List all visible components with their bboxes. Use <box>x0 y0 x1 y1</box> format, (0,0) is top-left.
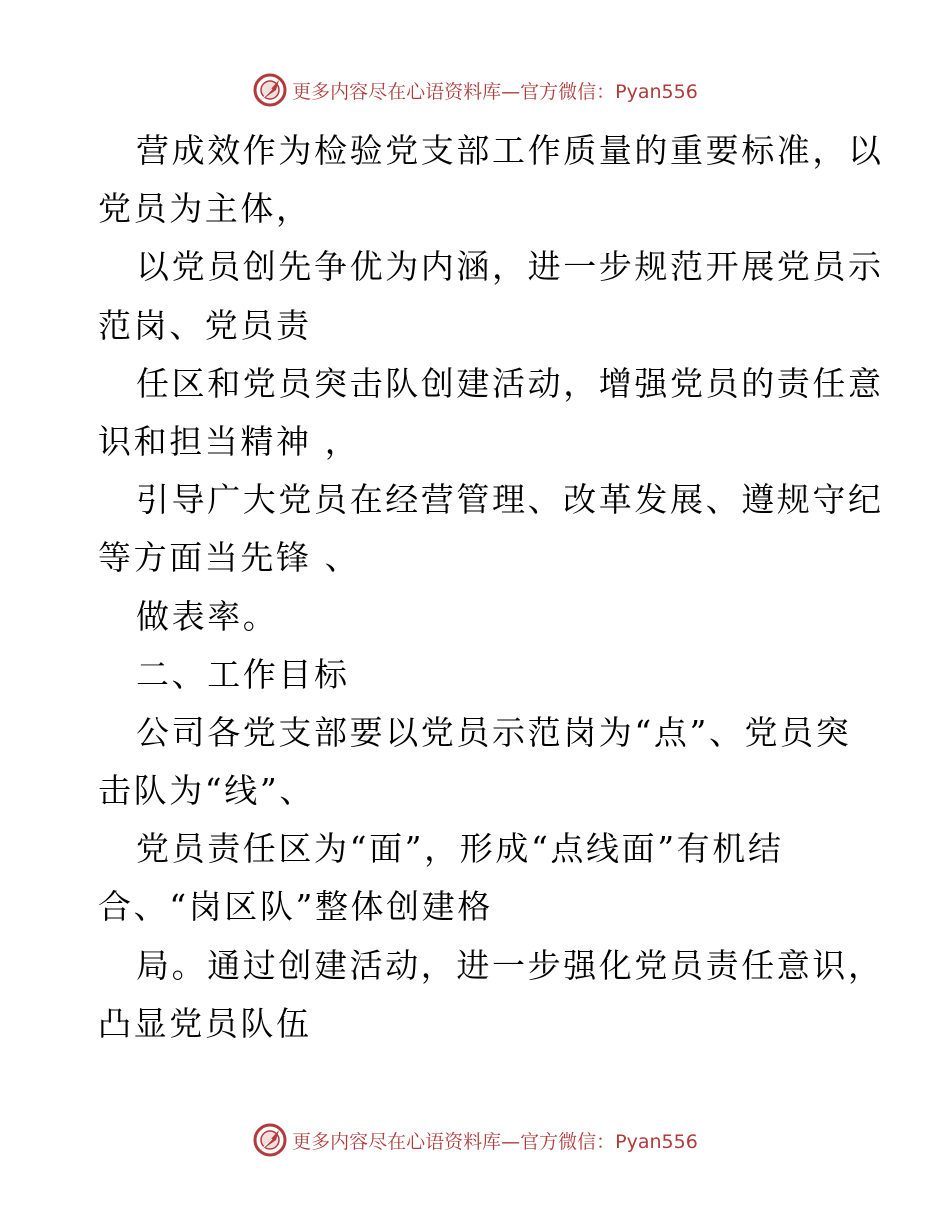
watermark-text: 更多内容尽在心语资料库—官方微信：Pyan556 <box>292 80 698 103</box>
footer-watermark <box>0 1120 950 1160</box>
header-watermark <box>0 70 950 110</box>
text-line: 合、“岗区队”整体创建格 <box>98 887 493 927</box>
text-line: 党员责任区为“面”，形成“点线面”有机结 <box>136 829 784 869</box>
text-line: 做表率。 <box>136 596 279 636</box>
quill-logo-icon <box>252 72 288 108</box>
text-line: 二、工作目标 <box>136 654 350 694</box>
quill-logo-icon <box>252 1122 288 1158</box>
text-line: 以党员创先争优为内涵，进一步规范开展党员示 <box>136 247 884 287</box>
text-line: 引导广大党员在经营管理、改革发展、遵规守纪 <box>136 480 884 520</box>
text-line: 识和担当精神 ， <box>98 421 361 461</box>
text-line: 党员为主体， <box>98 189 312 229</box>
text-line: 营成效作为检验党支部工作质量的重要标准，以 <box>136 131 884 170</box>
text-line: 范岗、党员责 <box>98 305 312 345</box>
document-body <box>98 122 884 1053</box>
text-line: 凸显党员队伍 <box>98 1003 312 1043</box>
text-line: 公司各党支部要以党员示范岗为“点”、党员突 <box>136 712 852 752</box>
text-line: 等方面当先锋 、 <box>98 538 361 578</box>
text-line: 局。通过创建活动，进一步强化党员责任意识， <box>136 945 884 985</box>
text-line: 击队为“线”、 <box>98 771 315 811</box>
text-line: 任区和党员突击队创建活动，增强党员的责任意 <box>136 363 884 403</box>
watermark-text: 更多内容尽在心语资料库—官方微信：Pyan556 <box>292 1130 698 1153</box>
